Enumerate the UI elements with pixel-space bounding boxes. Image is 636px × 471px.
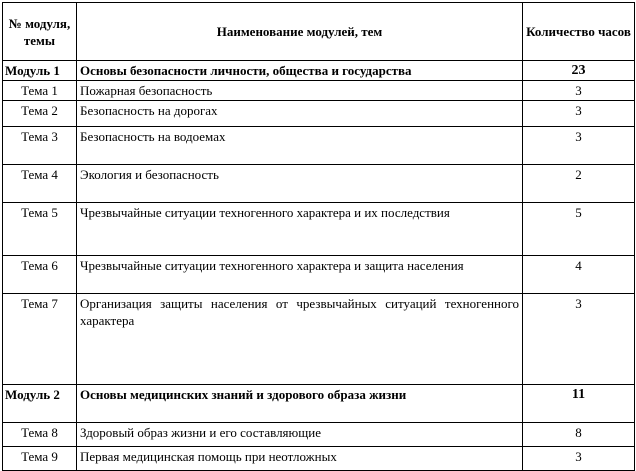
curriculum-table xyxy=(2,2,635,471)
table-row-module xyxy=(3,385,635,423)
row-title: Пожарная безопасность xyxy=(77,81,523,101)
row-title: Основы безопасности личности, общества и государства xyxy=(77,61,523,81)
row-title: Безопасность на дорогах xyxy=(77,101,523,127)
table-row-topic xyxy=(3,101,635,127)
header-name: Наименование модулей, тем xyxy=(77,3,523,61)
row-number: Тема 2 xyxy=(3,101,77,127)
row-number: Тема 4 xyxy=(3,165,77,203)
row-number: Тема 9 xyxy=(3,447,77,471)
row-number: Тема 5 xyxy=(3,203,77,256)
row-hours: 23 xyxy=(523,61,635,81)
row-number: Тема 7 xyxy=(3,294,77,385)
header-number: № модуля, темы xyxy=(3,3,77,61)
row-number: Модуль 2 xyxy=(3,385,77,423)
row-title: Чрезвычайные ситуации техногенного характера и защита населения xyxy=(77,256,523,294)
table-row-topic xyxy=(3,423,635,447)
row-number: Тема 6 xyxy=(3,256,77,294)
row-hours: 8 xyxy=(523,423,635,447)
row-title: Безопасность на водоемах xyxy=(77,127,523,165)
row-title: Первая медицинская помощь при неотложных xyxy=(77,447,523,471)
row-hours: 3 xyxy=(523,447,635,471)
row-hours: 2 xyxy=(523,165,635,203)
table-header-row xyxy=(3,3,635,61)
table-row-topic xyxy=(3,81,635,101)
table-row-topic xyxy=(3,127,635,165)
row-hours: 4 xyxy=(523,256,635,294)
row-hours: 3 xyxy=(523,81,635,101)
table-row-topic xyxy=(3,203,635,256)
table-row-topic xyxy=(3,256,635,294)
row-title: Чрезвычайные ситуации техногенного характера и их последствия xyxy=(77,203,523,256)
table-row-topic xyxy=(3,165,635,203)
table-row-topic xyxy=(3,294,635,385)
row-number: Тема 3 xyxy=(3,127,77,165)
row-title: Здоровый образ жизни и его составляющие xyxy=(77,423,523,447)
row-title: Основы медицинских знаний и здорового образа жизни xyxy=(77,385,523,423)
row-hours: 3 xyxy=(523,294,635,385)
table-row-module xyxy=(3,61,635,81)
row-hours: 5 xyxy=(523,203,635,256)
row-title: Экология и безопасность xyxy=(77,165,523,203)
header-hours: Количество часов xyxy=(523,3,635,61)
row-number: Модуль 1 xyxy=(3,61,77,81)
row-hours: 3 xyxy=(523,101,635,127)
table-row-topic xyxy=(3,447,635,471)
row-number: Тема 1 xyxy=(3,81,77,101)
row-hours: 3 xyxy=(523,127,635,165)
row-title: Организация защиты населения от чрезвычайных ситуаций техногенного характера xyxy=(77,294,523,385)
row-number: Тема 8 xyxy=(3,423,77,447)
row-hours: 11 xyxy=(523,385,635,423)
